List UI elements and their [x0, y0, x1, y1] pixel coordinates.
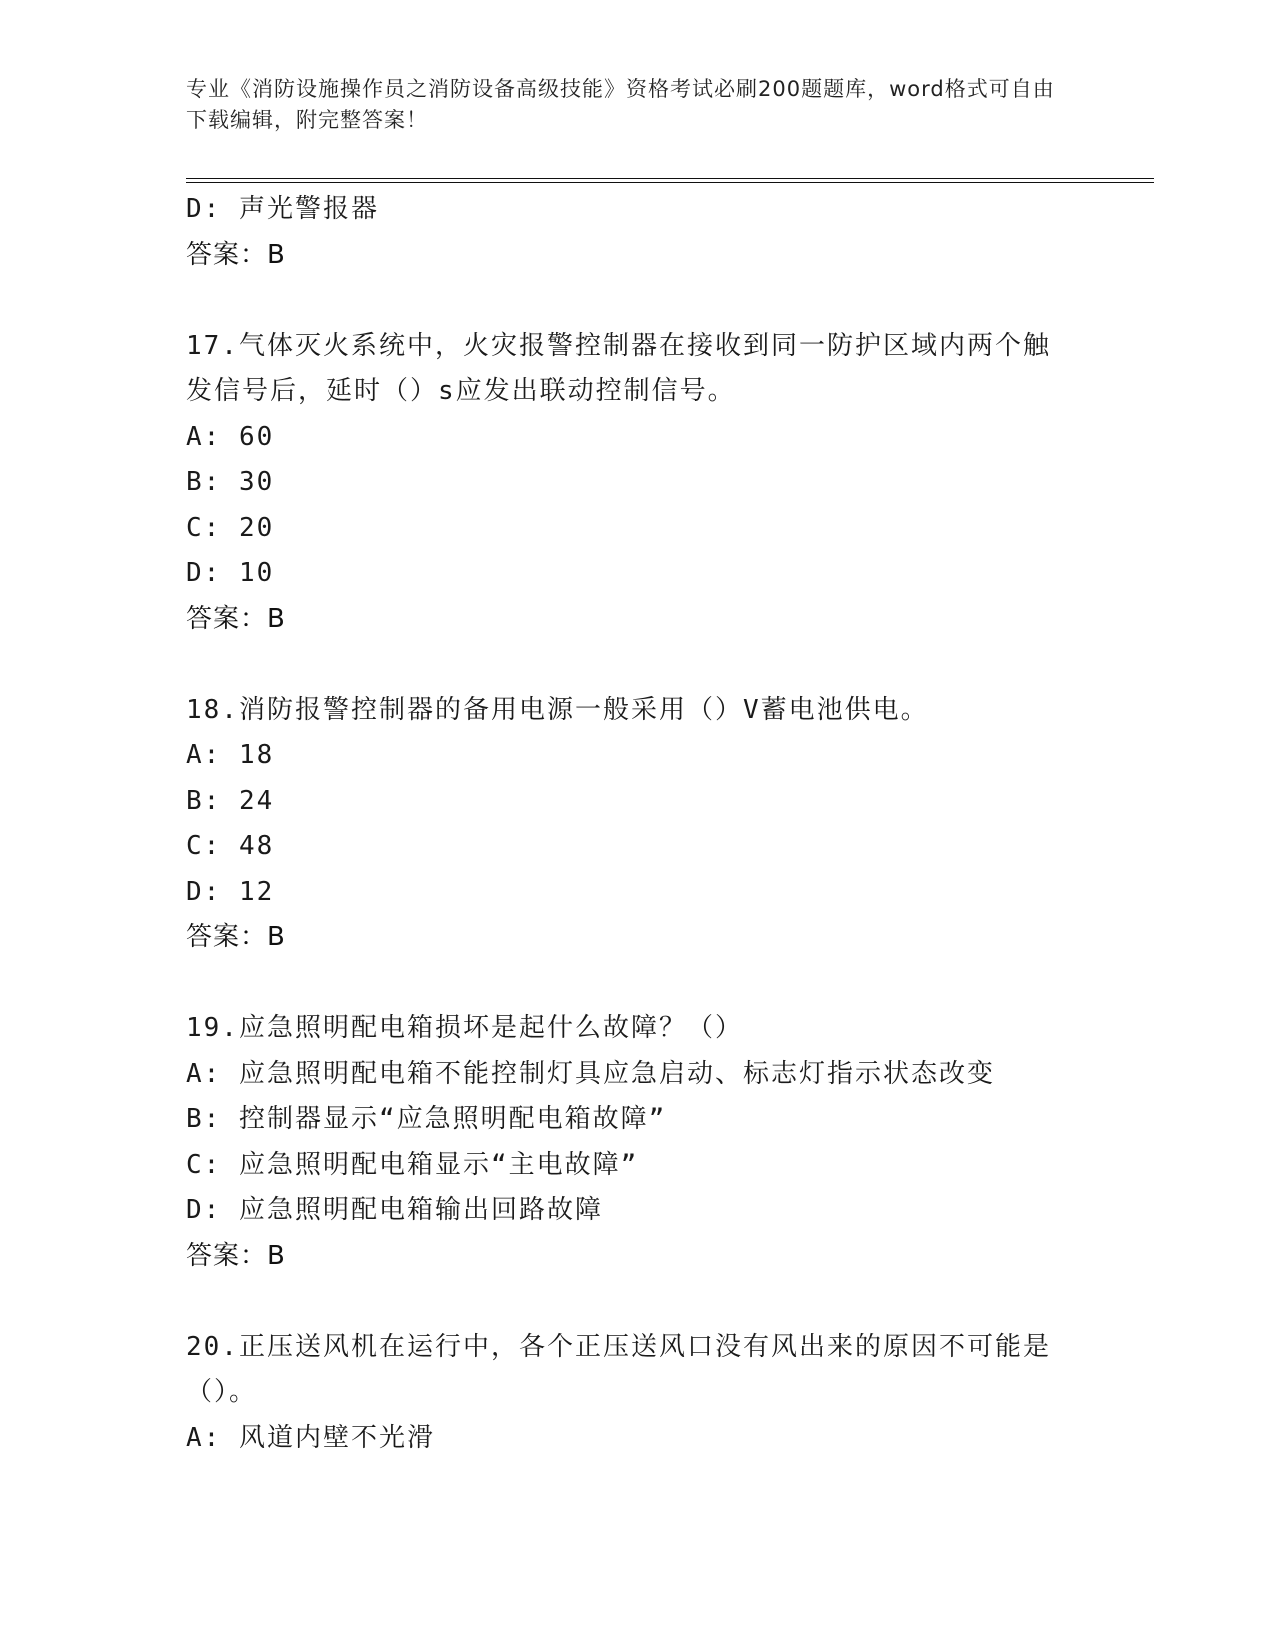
question-18-option-d: D: 12: [186, 876, 275, 907]
question-20-title-line1: 20.正压送风机在运行中，各个正压送风口没有风出来的原因不可能是: [186, 1331, 1051, 1362]
question-19-option-c: C: 应急照明配电箱显示“主电故障”: [186, 1149, 639, 1180]
question-19-option-b: B: 控制器显示“应急照明配电箱故障”: [186, 1104, 667, 1134]
question-17-option-a: A: 60: [186, 421, 275, 452]
question-20-title-line2: （）。: [186, 1377, 258, 1407]
header-divider-top: [186, 178, 1154, 179]
question-19-title: 19.应急照明配电箱损坏是起什么故障？（）: [186, 1013, 743, 1043]
question-18-option-b: B: 24: [186, 785, 275, 816]
question-19-option-d: D: 应急照明配电箱输出回路故障: [186, 1195, 603, 1225]
question-17-option-b: B: 30: [186, 467, 275, 497]
spacer: [186, 1279, 1086, 1325]
question-18-option-a: A: 18: [186, 740, 275, 770]
question-content: [186, 187, 1086, 1461]
question-17-title-line2: 发信号后，延时（）s应发出联动控制信号。: [186, 376, 736, 406]
spacer: [186, 642, 1086, 688]
option-d: D: 声光警报器: [186, 194, 379, 224]
spacer: [186, 278, 1086, 324]
document-header: 专业《消防设施操作员之消防设备高级技能》资格考试必刷200题题库，word格式可自由下载编辑，附完整答案！: [186, 77, 1055, 132]
question-17-option-c: C: 20: [186, 512, 275, 543]
question-20-option-a: A: 风道内壁不光滑: [186, 1422, 435, 1453]
header-divider-bottom: [186, 182, 1154, 183]
question-18-option-c: C: 48: [186, 831, 275, 861]
question-18-title: 18.消防报警控制器的备用电源一般采用（）V蓄电池供电。: [186, 694, 929, 725]
question-18-answer: 答案：B: [186, 922, 286, 952]
question-19-answer: 答案：B: [186, 1240, 286, 1271]
spacer: [186, 961, 1086, 1007]
answer: 答案：B: [186, 239, 286, 270]
question-19-option-a: A: 应急照明配电箱不能控制灯具应急启动、标志灯指示状态改变: [186, 1058, 995, 1089]
question-17-title-line1: 17.气体灭火系统中，火灾报警控制器在接收到同一防护区域内两个触: [186, 330, 1051, 361]
question-17-option-d: D: 10: [186, 558, 275, 588]
question-17-answer: 答案：B: [186, 603, 286, 634]
